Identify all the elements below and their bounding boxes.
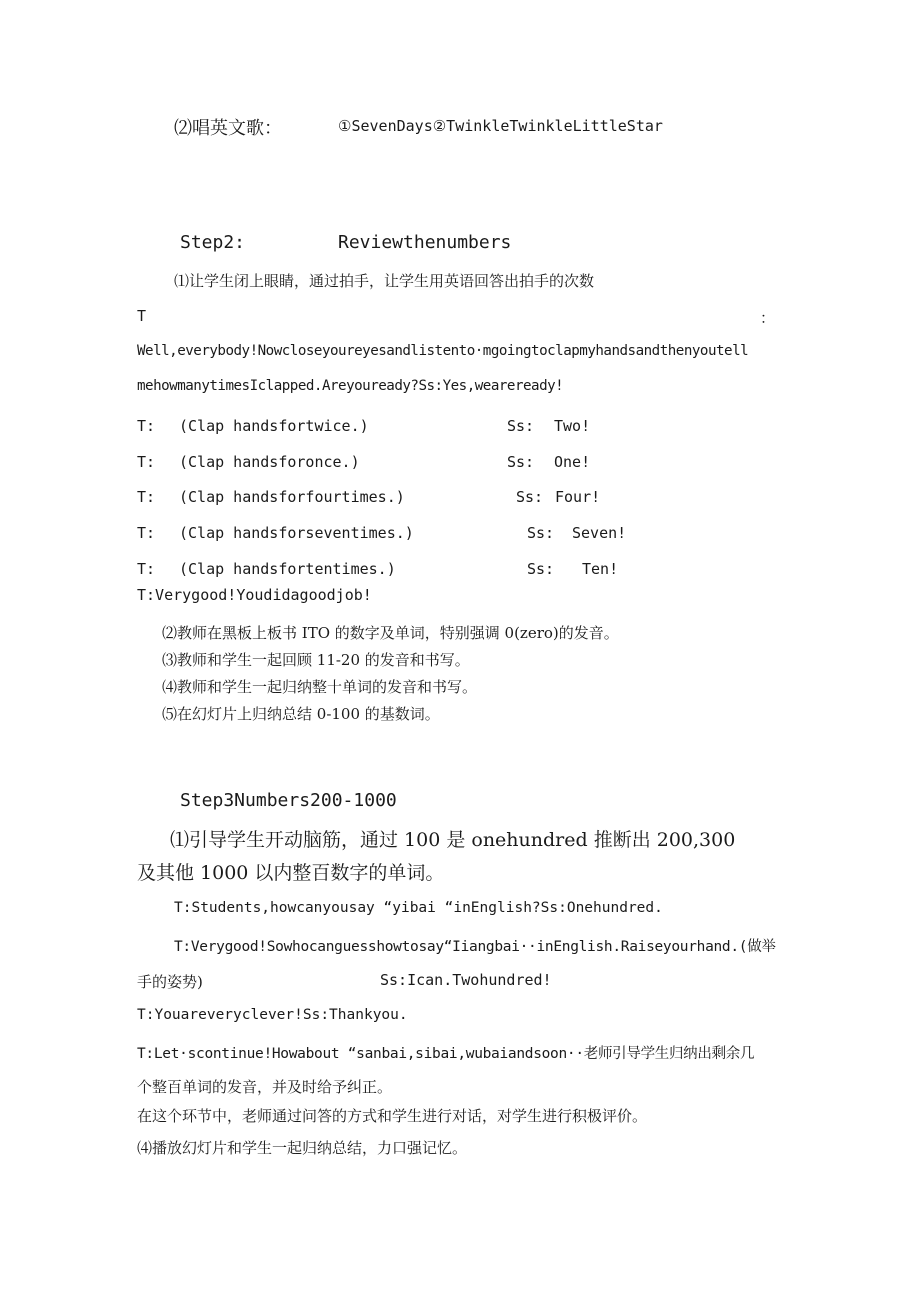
step3-item1-line1: ⑴引导学生开动脑筋，通过 100 是 onehundred 推断出 200,300 — [170, 829, 736, 851]
song-list: ①SevenDays②TwinkleTwinkleLittleStar — [338, 117, 663, 135]
students-answer: Ten! — [582, 560, 619, 578]
clap-action: (Clap handsfortwice.) — [179, 417, 369, 435]
dialogue-row — [137, 488, 737, 508]
teacher-tag: T: — [137, 417, 156, 435]
step2-para-line2: mehowmanytimesIclapped.Areyouready?Ss:Yes,weareready! — [137, 378, 564, 394]
step2-item3: ⑶教师和学生一起回顾 11-20 的发音和书写。 — [162, 651, 470, 669]
step3-item1-line2: 及其他 1000 以内整百数字的单词。 — [137, 862, 445, 884]
teacher-tag: T: — [137, 524, 156, 542]
step3-dialogue-4: T:Youareveryclever!Ss:Thankyou. — [137, 1007, 408, 1023]
dialogue-row — [137, 560, 737, 580]
students-tag: Ss: — [516, 488, 544, 506]
students-answer: Seven! — [572, 524, 627, 542]
students-tag: Ss: — [507, 453, 535, 471]
clap-action: (Clap handsfortentimes.) — [179, 560, 396, 578]
students-answer: One! — [554, 453, 591, 471]
teacher-tag: T: — [137, 453, 156, 471]
step3-dialogue-3b: Ss:Ican.Twohundred! — [380, 971, 552, 989]
teacher-tag: T: — [137, 488, 156, 506]
clap-action: (Clap handsforonce.) — [179, 453, 360, 471]
sing-label: ⑵唱英文歌： — [174, 118, 282, 139]
step2-item4: ⑷教师和学生一起归纳整十单词的发音和书写。 — [162, 678, 478, 696]
step3-dialogue-5: T:Let·scontinue!Howabout “sanbai,sibai,wubaiandsoon··老师引导学生归纳出剩余几 — [137, 1046, 755, 1062]
teacher-praise: T:Verygood!Youdidagoodjob! — [137, 586, 372, 604]
step2-heading-left: Step2: — [180, 232, 246, 253]
step3-item4: ⑷播放幻灯片和学生一起归纳总结，力口强记忆。 — [137, 1139, 468, 1157]
students-tag: Ss: — [527, 560, 555, 578]
step2-item5: ⑸在幻灯片上归纳总结 0-100 的基数词。 — [162, 705, 440, 723]
dialogue-row — [137, 417, 737, 437]
step3-dialogue-2: T:Verygood!Sowhocanguesshowtosay“Iiangbai··inEnglish.Raiseyourhand.(做举 — [174, 939, 776, 955]
step2-item2: ⑵教师在黑板上板书 ITO 的数字及单词，特别强调 0(zero)的发音。 — [162, 624, 619, 642]
dialogue-row — [137, 524, 737, 544]
teacher-label: T — [137, 307, 147, 325]
step3-heading: Step3Numbers200-1000 — [180, 790, 397, 811]
step2-item1: ⑴让学生闭上眼睛，通过拍手，让学生用英语回答出拍手的次数 — [174, 272, 595, 290]
students-tag: Ss: — [507, 417, 535, 435]
clap-action: (Clap handsforseventimes.) — [179, 524, 414, 542]
step2-heading-right: Reviewthenumbers — [338, 232, 512, 253]
students-answer: Four! — [555, 488, 601, 506]
step3-dialogue-1: T:Students,howcanyousay “yibai “inEnglish?Ss:Onehundred. — [174, 900, 663, 916]
students-tag: Ss: — [527, 524, 555, 542]
step3-note: 在这个环节中，老师通过问答的方式和学生进行对话，对学生进行积极评价。 — [137, 1107, 648, 1125]
students-answer: Two! — [554, 417, 591, 435]
dialogue-row — [137, 453, 737, 473]
teacher-colon: ： — [760, 309, 776, 327]
step3-dialogue-6: 个整百单词的发音，并及时给予纠正。 — [137, 1078, 393, 1096]
teacher-tag: T: — [137, 560, 156, 578]
step3-dialogue-3a: 手的姿势) — [137, 973, 203, 991]
step2-para-line1: Well,everybody!Nowcloseyoureyesandlistento·mgoingtoclapmyhandsandthenyoutell — [137, 343, 749, 359]
clap-action: (Clap handsforfourtimes.) — [179, 488, 405, 506]
